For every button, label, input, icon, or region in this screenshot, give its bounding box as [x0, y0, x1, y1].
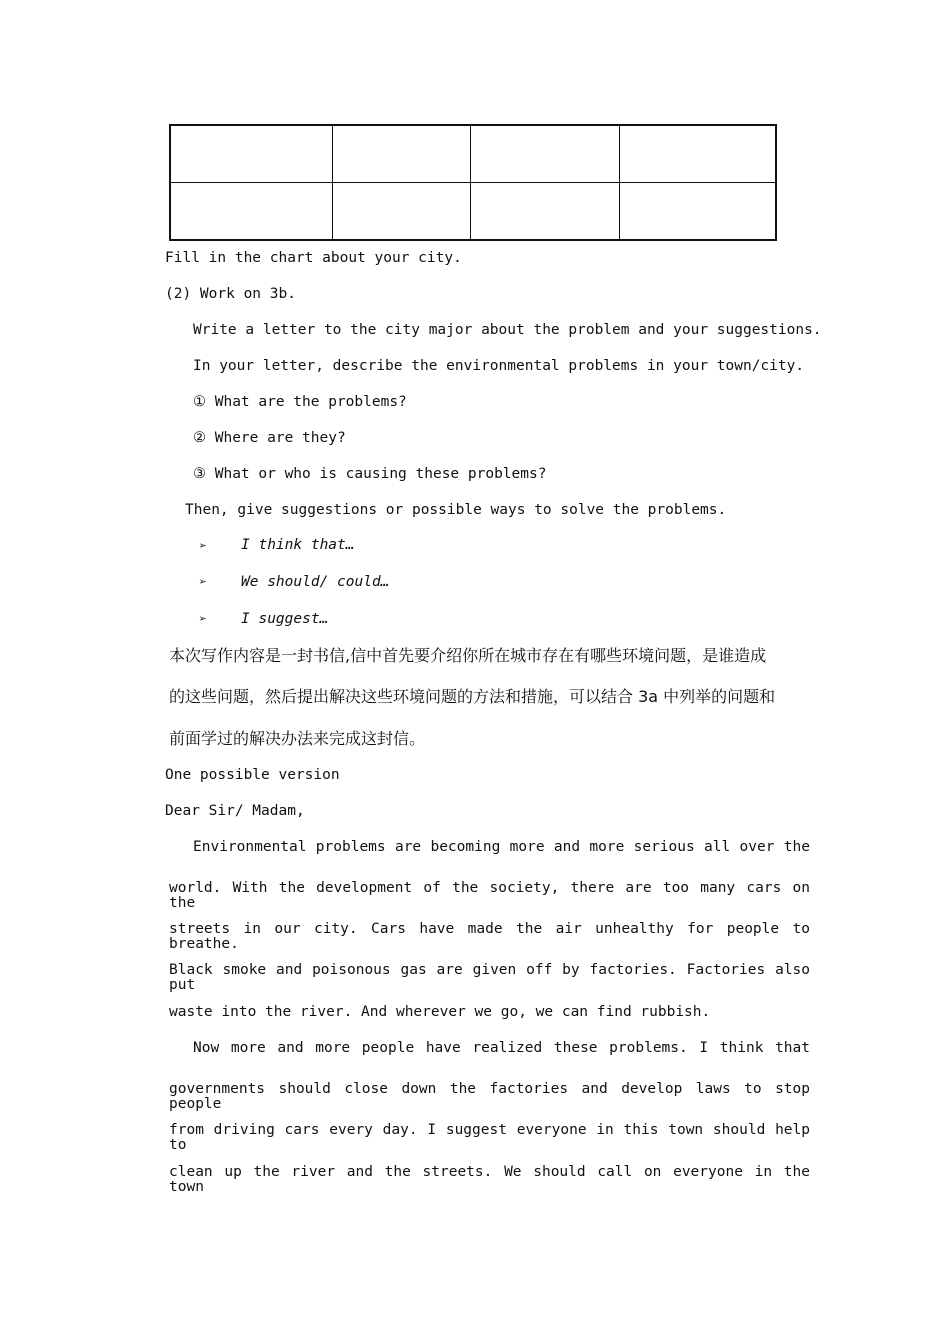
table-cell [170, 183, 333, 241]
table-cell [471, 183, 620, 241]
letter-line: waste into the river. And wherever we go, we can find rubbish. [169, 1004, 711, 1020]
chart-instruction: Fill in the chart about your city. [165, 250, 462, 266]
phrase-item: I think that… [241, 537, 355, 553]
table-cell [471, 125, 620, 183]
then-line: Then, give suggestions or possible ways to solve the problems. [185, 502, 727, 518]
table-cell [333, 183, 471, 241]
phrase-item: We should/ could… [241, 574, 390, 590]
chinese-note-line: 前面学过的解决办法来完成这封信。 [169, 729, 426, 748]
question-item: ① What are the problems? [193, 394, 407, 410]
version-label: One possible version [165, 767, 340, 783]
salutation: Dear Sir/ Madam, [165, 803, 305, 819]
letter-line: governments should close down the factories and develop laws to stop people [169, 1081, 810, 1112]
empty-chart-table [169, 124, 777, 241]
arrow-bullet-icon: ➢ [199, 539, 207, 554]
chinese-note-line: 本次写作内容是一封书信,信中首先要介绍你所在城市存在有哪些环境问题，是谁造成 [169, 646, 767, 665]
question-item: ③ What or who is causing these problems? [193, 466, 547, 482]
letter-line: Environmental problems are becoming more and more serious all over the [193, 839, 810, 855]
arrow-bullet-icon: ➢ [199, 575, 207, 590]
table-cell [333, 125, 471, 183]
phrase-item: I suggest… [241, 611, 329, 627]
letter-line: Now more and more people have realized these problems. I think that [193, 1040, 810, 1056]
letter-line: streets in our city. Cars have made the air unhealthy for people to breathe. [169, 921, 810, 952]
letter-line: clean up the river and the streets. We should call on everyone in the town [169, 1164, 810, 1195]
question-item: ② Where are they? [193, 430, 346, 446]
task-heading: (2) Work on 3b. [165, 286, 296, 302]
chinese-note-line: 的这些问题，然后提出解决这些环境问题的方法和措施，可以结合 3a 中列举的问题和 [169, 687, 776, 706]
letter-line: world. With the development of the society, there are too many cars on the [169, 880, 810, 911]
table-cell [170, 125, 333, 183]
letter-line: Black smoke and poisonous gas are given off by factories. Factories also put [169, 962, 810, 993]
task-line: In your letter, describe the environmental problems in your town/city. [193, 358, 805, 374]
letter-line: from driving cars every day. I suggest everyone in this town should help to [169, 1122, 810, 1153]
table-row [170, 183, 776, 241]
table-row [170, 125, 776, 183]
table-cell [620, 183, 777, 241]
task-line: Write a letter to the city major about the problem and your suggestions. [193, 322, 822, 338]
arrow-bullet-icon: ➢ [199, 612, 207, 627]
table-cell [620, 125, 777, 183]
